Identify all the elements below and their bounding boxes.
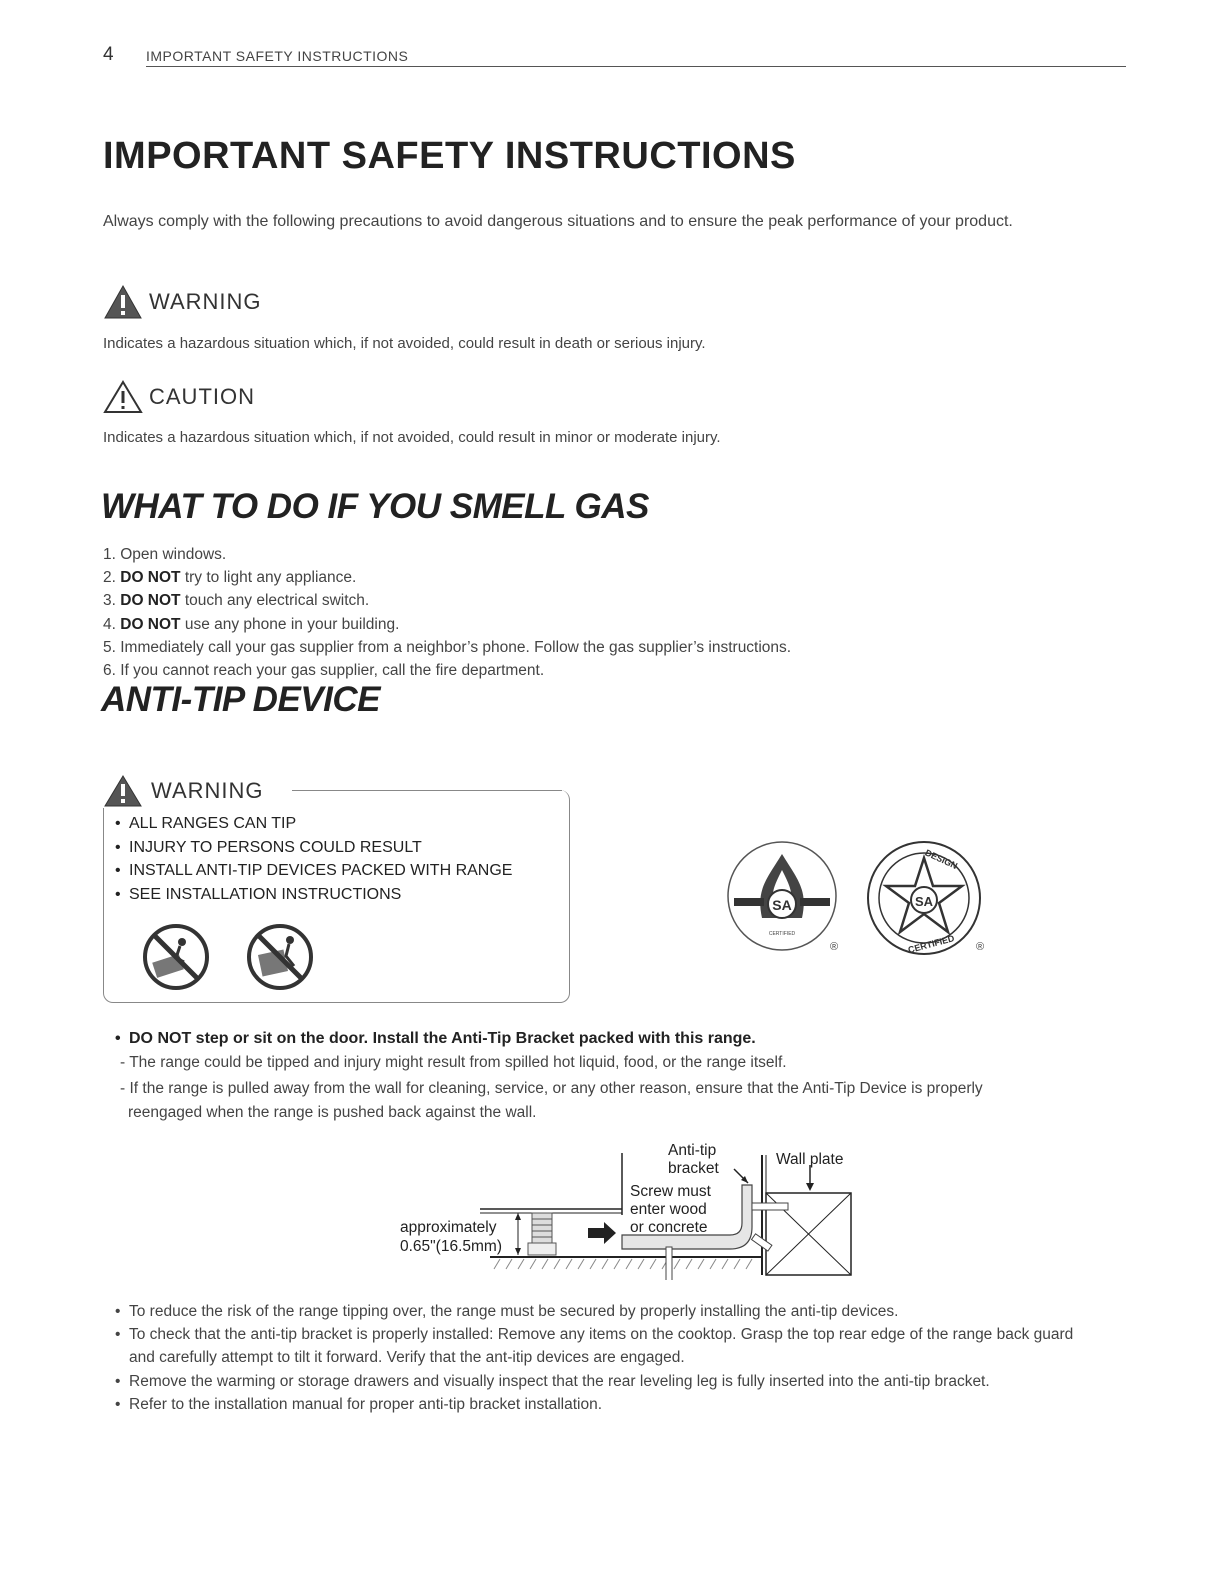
list-item: 2. DO NOT try to light any appliance.: [103, 569, 357, 587]
list-item: • To check that the anti-tip bracket is properly installed: Remove any items on the cooktop. Grasp the top rear edge of the range back guard and carefully attempt to tilt it forward. Verify that the ant-itip devices are engaged.: [115, 1326, 1074, 1367]
list-item: • INSTALL ANTI-TIP DEVICES PACKED WITH RANGE: [115, 862, 513, 879]
list-item: • Remove the warming or storage drawers and visually inspect that the rear leveling leg is fully inserted into the anti-tip bracket.: [115, 1372, 990, 1390]
running-header: IMPORTANT SAFETY INSTRUCTIONS: [146, 48, 409, 64]
antitip-note: • DO NOT step or sit on the door. Install the Anti-Tip Bracket packed with this range.: [115, 1030, 756, 1047]
list-item: • INJURY TO PERSONS COULD RESULT: [115, 838, 422, 856]
gas-section-title: WHAT TO DO IF YOU SMELL GAS: [101, 487, 649, 526]
antitip-subnote-2-cont: reengaged when the range is pushed back against the wall.: [128, 1104, 537, 1121]
list-item: 6. If you cannot reach your gas supplier, call the fire department.: [103, 662, 545, 680]
svg-text:CERTIFIED: CERTIFIED: [906, 933, 956, 956]
antitip-warning-list: [115, 812, 512, 906]
caution-definition: Indicates a hazardous situation which, if not avoided, could result in minor or moderate injury.: [103, 429, 721, 446]
warning-icon: [103, 774, 143, 808]
svg-text:®: ®: [975, 941, 985, 953]
svg-text:Wall plate: Wall plate: [776, 1151, 844, 1168]
svg-text:SA: SA: [914, 894, 934, 909]
no-pushing-icon: [249, 926, 311, 988]
caution-label: CAUTION: [149, 384, 255, 409]
svg-text:0.65"(16.5mm): 0.65"(16.5mm): [400, 1238, 502, 1255]
svg-text:Screw must: Screw must: [630, 1183, 711, 1200]
intro-text: Always comply with the following precautions to avoid dangerous situations and to ensure the peak performance of your product.: [103, 213, 1013, 230]
svg-text:enter wood: enter wood: [630, 1201, 707, 1218]
no-climbing-icon: [145, 926, 207, 988]
antitip-warning-heading: [103, 774, 270, 808]
list-item: • ALL RANGES CAN TIP: [115, 815, 297, 832]
svg-text:Anti-tip: Anti-tip: [668, 1142, 717, 1159]
list-item: • SEE INSTALLATION INSTRUCTIONS: [115, 885, 402, 903]
antitip-instructions-list: [115, 1300, 1095, 1416]
warning-definition: Indicates a hazardous situation which, if not avoided, could result in death or serious injury.: [103, 335, 706, 352]
gas-steps-list: [103, 543, 791, 682]
svg-text:DESIGN: DESIGN: [923, 847, 960, 872]
antitip-subnote-2: - If the range is pulled away from the wall for cleaning, service, or any other reason, ensure that the Anti-Tip Device is properly: [120, 1080, 983, 1097]
svg-text:approximately: approximately: [400, 1219, 497, 1236]
caution-heading: [103, 380, 255, 414]
warning-label: WARNING: [149, 289, 262, 314]
page-number: 4: [103, 44, 114, 65]
list-item: • Refer to the installation manual for proper anti-tip bracket installation.: [115, 1395, 602, 1413]
antitip-section-title: ANTI-TIP DEVICE: [101, 680, 380, 719]
csa-design-certified-logo: [866, 840, 996, 962]
svg-text:CERTIFIED: CERTIFIED: [768, 931, 796, 937]
list-item: 4. DO NOT use any phone in your building.: [103, 615, 400, 633]
list-item: 1. Open windows.: [103, 546, 227, 563]
warning-heading: [103, 284, 262, 320]
anti-tip-bracket-diagram: [390, 1135, 870, 1280]
csa-certified-flame-logo: [726, 840, 846, 962]
svg-text:®: ®: [829, 941, 839, 953]
svg-text:SA: SA: [772, 897, 792, 913]
svg-text:bracket: bracket: [668, 1160, 719, 1177]
antitip-subnote-1: - The range could be tipped and injury might result from spilled hot liquid, food, or the range itself.: [120, 1054, 787, 1071]
caution-icon: [103, 380, 143, 414]
list-item: • To reduce the risk of the range tipping over, the range must be secured by properly installing the anti-tip devices.: [115, 1303, 899, 1320]
warning-box-rule: [292, 790, 562, 791]
no-tip-pictograms: [140, 922, 330, 992]
warning-label: WARNING: [151, 778, 264, 803]
list-item: 3. DO NOT touch any electrical switch.: [103, 592, 370, 610]
page-title: IMPORTANT SAFETY INSTRUCTIONS: [103, 135, 796, 177]
list-item: 5. Immediately call your gas supplier from a neighbor’s phone. Follow the gas supplier’s instructions.: [103, 638, 792, 656]
warning-icon: [103, 284, 143, 320]
svg-text:or concrete: or concrete: [630, 1219, 708, 1236]
header-rule: [146, 66, 1126, 67]
